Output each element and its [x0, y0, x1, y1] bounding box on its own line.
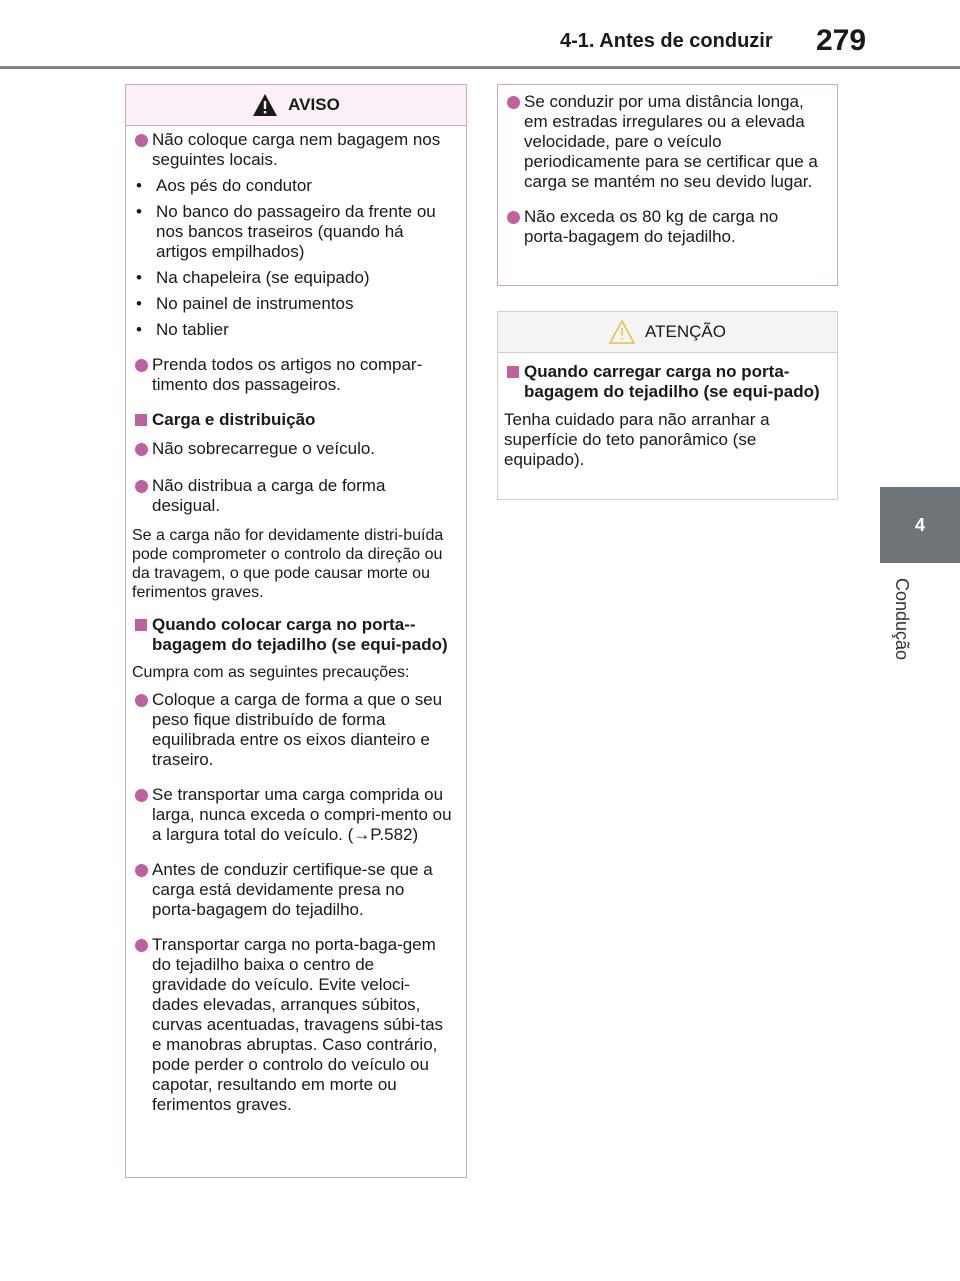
list-item: Prenda todos os artigos no compar-timento dos passageiros. — [132, 355, 452, 395]
aviso-continued-body — [498, 85, 837, 247]
chapter-number: 4 — [914, 514, 925, 535]
aviso-body — [126, 86, 466, 1115]
sub-item: • Na chapeleira (se equipado) — [136, 268, 370, 287]
list-item: Coloque a carga de forma a que o seu peso fique distribuído de forma equilibrada entre os eixos dianteiro e traseiro. — [132, 690, 452, 770]
bullet-dot-icon — [135, 359, 148, 372]
bullet-dot-icon — [135, 443, 148, 456]
atencao-body — [498, 353, 837, 470]
aviso-title: AVISO — [288, 95, 340, 114]
paragraph: Cumpra com as seguintes precauções: — [132, 664, 410, 681]
chapter-tab[interactable] — [880, 487, 960, 563]
bullet-dot-icon — [135, 864, 148, 877]
bullet-dot-icon — [135, 789, 148, 802]
aviso-continued-box — [497, 84, 838, 286]
square-bullet-icon — [135, 414, 147, 426]
page-number: 279 — [816, 24, 867, 57]
section-title: 4-1. Antes de conduzir — [560, 30, 773, 52]
atencao-header — [498, 312, 837, 353]
list-item: Se conduzir por uma distância longa, em estradas irregulares ou a elevada velocidade, pare o veículo periodicamente para se certificar que a carga se mantém no seu devido lugar. — [504, 92, 823, 192]
bullet-dot-icon — [507, 211, 520, 224]
sub-item: • No banco do passageiro da frente ou nos bancos traseiros (quando há artigos empilhados) — [136, 202, 436, 261]
sub-item: • No tablier — [136, 320, 229, 339]
sub-item: • Aos pés do condutor — [136, 176, 312, 195]
subheading: Quando carregar carga no porta-bagagem do tejadilho (se equi-pado) — [504, 362, 823, 402]
list-item: Antes de conduzir certifique-se que a carga está devidamente presa no porta-bagagem do tejadilho. — [132, 860, 452, 920]
bullet-dot-icon — [135, 694, 148, 707]
list-item: Não sobrecarregue o veículo. — [132, 439, 452, 461]
header-rule — [0, 66, 960, 69]
warning-icon — [252, 93, 278, 117]
subheading: Quando colocar carga no porta--bagagem do tejadilho (se equi-pado) — [132, 615, 452, 655]
sub-item: • No painel de instrumentos — [136, 294, 354, 313]
caution-icon — [609, 319, 635, 345]
square-bullet-icon — [135, 619, 147, 631]
list-item: Não exceda os 80 kg de carga no porta-bagagem do tejadilho. — [504, 207, 823, 247]
paragraph: Se a carga não for devidamente distri-buída pode comprometer o controlo da direção ou da travagem, o que pode causar morte ou ferimentos graves. — [132, 527, 444, 601]
list-item: Não distribua a carga de forma desigual. — [132, 476, 452, 516]
bullet-dot-icon — [135, 134, 148, 147]
atencao-box — [497, 311, 838, 500]
bullet-dot-icon — [135, 480, 148, 493]
subheading: Carga e distribuição — [132, 410, 452, 431]
square-bullet-icon — [507, 366, 519, 378]
bullet-dot-icon — [507, 96, 520, 109]
atencao-title: ATENÇÃO — [645, 322, 726, 341]
chapter-label: Condução — [892, 578, 912, 661]
list-item: Transportar carga no porta-baga-gem do tejadilho baixa o centro de gravidade do veículo. Evite veloci-dades elevadas, arranques súbitos, curvas acentuadas, travagens súbi-tas e manobras abruptas. Caso contrário, pode perder o controlo do veículo ou capotar, resultando em morte ou ferimentos graves. — [132, 935, 452, 1115]
list-item: Não coloque carga nem bagagem nos seguintes locais. — [132, 130, 452, 170]
list-item: Se transportar uma carga comprida ou larga, nunca exceda o compri-mento ou a largura total do veículo. (→P.582) — [132, 785, 452, 845]
paragraph: Tenha cuidado para não arranhar a superfície do teto panorâmico (se equipado). — [504, 410, 770, 469]
aviso-box — [125, 84, 467, 1178]
bullet-dot-icon — [135, 939, 148, 952]
